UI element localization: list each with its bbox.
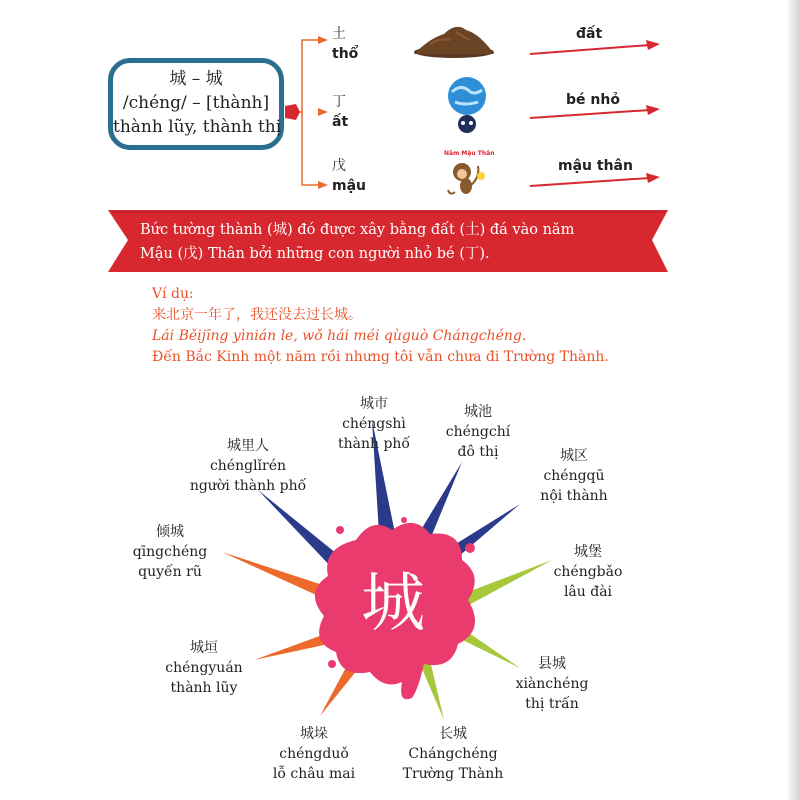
- word-han: 城里人: [227, 438, 269, 454]
- word-chengbao: [544, 542, 632, 602]
- word-han: 城垣: [190, 640, 218, 656]
- character-pronunciation: /chéng/ – [thành]: [122, 93, 270, 113]
- soil-icon: [414, 27, 494, 58]
- word-meaning: người thành phố: [189, 478, 307, 494]
- meaning-arrow-3: [530, 173, 660, 186]
- page-edge-shadow: [786, 0, 800, 800]
- word-pinyin: xiànchéng: [515, 676, 589, 692]
- word-han: 县城: [538, 656, 566, 672]
- component-3-han: 戊: [332, 158, 346, 174]
- meaning-1: đất: [576, 26, 603, 42]
- component-3-reading: mậu: [332, 178, 367, 194]
- example-hanzi: 来北京一年了，我还没去过长城。: [152, 307, 362, 323]
- example-block: [152, 284, 609, 368]
- meaning-2: bé nhỏ: [566, 92, 620, 108]
- word-meaning: lỗ châu mai: [272, 766, 356, 782]
- meaning-3: mậu thân: [558, 158, 633, 174]
- word-changcheng: [396, 724, 510, 784]
- word-pinyin: chéngqū: [543, 468, 605, 484]
- center-character: 城: [361, 567, 425, 641]
- word-meaning: thị trấn: [525, 696, 579, 712]
- word-han: 长城: [439, 726, 467, 742]
- arrow-head-3: [318, 181, 328, 189]
- word-meaning: đô thị: [457, 444, 499, 460]
- word-xiancheng: [506, 654, 598, 714]
- box-arrow-icon: [285, 104, 300, 120]
- component-1-reading: thổ: [332, 46, 359, 62]
- monkey-icon: [448, 163, 485, 194]
- banner-line-2: Mậu (戊) Thân bởi những con người nhỏ bé (丁).: [140, 246, 490, 262]
- meaning-arrow-1: [530, 40, 660, 54]
- word-han: 倾城: [156, 524, 184, 540]
- word-meaning: thành phố: [337, 436, 411, 452]
- example-pinyin: Lái Běijīng yìnián le, wǒ hái méi qùguò Chángchéng.: [152, 328, 527, 344]
- word-qingcheng: [122, 522, 218, 582]
- bracket-line: [302, 40, 318, 185]
- character-heading: 城 – 城: [169, 69, 223, 89]
- word-chengshi: [328, 394, 420, 454]
- character-box: [108, 58, 284, 150]
- component-2-han: 丁: [332, 94, 346, 110]
- word-chengchi: [434, 402, 522, 462]
- character-meaning: thành lũy, thành thị: [113, 117, 282, 137]
- word-pinyin: chéngshì: [342, 416, 406, 432]
- arrow-head-1: [318, 36, 328, 44]
- word-pinyin: chéngyuán: [165, 660, 243, 676]
- component-2-reading: ất: [332, 114, 349, 130]
- arrow-head-2: [318, 108, 328, 116]
- word-han: 城市: [360, 396, 388, 412]
- word-pinyin: chéngchí: [445, 424, 511, 440]
- word-chengyuan: [158, 638, 250, 698]
- banner-text: [140, 218, 640, 266]
- component-3: [332, 156, 366, 196]
- word-chengqu: [528, 446, 620, 506]
- word-meaning: lâu đài: [563, 584, 613, 600]
- example-label: Ví dụ:: [152, 286, 194, 302]
- word-han: 城区: [560, 448, 588, 464]
- banner-line-1: Bức tường thành (城) đó được xây bằng đất (土) đá vào năm: [140, 222, 575, 238]
- example-translation: Đến Bắc Kinh một năm rồi nhưng tôi vẫn chưa đi Trường Thành.: [152, 349, 609, 365]
- word-chengduo: [264, 724, 364, 784]
- word-meaning: thành lũy: [170, 680, 238, 696]
- word-pinyin: qīngchéng: [132, 544, 208, 560]
- word-pinyin: chénglǐrén: [209, 458, 287, 474]
- word-han: 城堡: [574, 544, 602, 560]
- word-han: 城池: [464, 404, 492, 420]
- globe-person-icon: [448, 77, 486, 133]
- word-meaning: nội thành: [540, 488, 608, 504]
- word-chengliren: [176, 436, 320, 496]
- component-2: [332, 92, 348, 132]
- word-meaning: quyến rũ: [138, 564, 202, 580]
- component-1-han: 土: [332, 26, 346, 42]
- word-pinyin: chéngbǎo: [553, 564, 623, 580]
- component-1: [332, 24, 358, 64]
- word-han: 城垛: [300, 726, 328, 742]
- word-pinyin: chéngduǒ: [279, 746, 349, 762]
- word-pinyin: Chángchéng: [408, 746, 498, 762]
- monkey-caption: Năm Mậu Thân: [444, 150, 495, 157]
- word-meaning: Trường Thành: [402, 766, 504, 782]
